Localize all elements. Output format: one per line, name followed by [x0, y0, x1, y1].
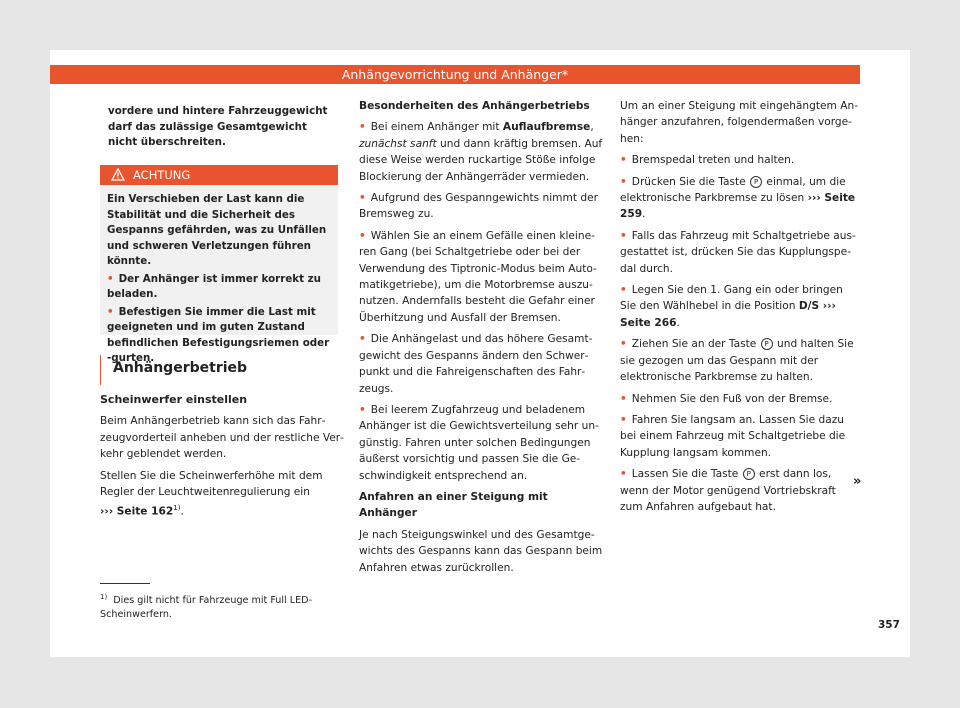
list-item: • Bei leerem Zugfahrzeug und beladenem Anhänger ist die Gewichtsverteilung sehr ungünstig. Fahren unter solchen Bedingungen äußerst vorsichtig und passen Sie die Geschwindigkeit entsprechend an. — [359, 402, 604, 484]
list-item: • Falls das Fahrzeug mit Schaltgetriebe ausgestattet ist, drücken Sie das Kupplungspedal durch. — [620, 228, 860, 277]
list-item: • Aufgrund des Gespanngewichts nimmt der Bremsweg zu. — [359, 190, 604, 223]
list-item: • Bei einem Anhänger mit Auflaufbremse, zunächst sanft und dann kräftig bremsen. Auf diese Weise werden ruckartige Stöße infolge Blockierung der Anhängerräder vermieden. — [359, 119, 604, 185]
page-number: 357 — [878, 619, 900, 631]
paragraph: Um an einer Steigung mit eingehängtem Anhänger anzufahren, folgendermaßen vorgehen: — [620, 100, 859, 145]
warning-body — [107, 192, 331, 369]
list-item: • Die Anhängelast und das höhere Gesamtgewicht des Gespanns ändern den Schwerpunkt und die Fahreigenschaften des Fahrzeugs. — [359, 331, 604, 397]
warning-header — [100, 165, 338, 185]
list-item: • Bremspedal treten und halten. — [620, 152, 860, 168]
list-item: • Nehmen Sie den Fuß von der Bremse. — [620, 391, 860, 407]
list-item: • Wählen Sie an einem Gefälle einen kleineren Gang (bei Schaltgetriebe oder bei der Verwendung des Tiptronic-Modus beim Automatikgetriebe), um die Motorbremse auszunutzen. Andernfalls besteht die Gefahr einer Überhitzung und Ausfall der Bremsen. — [359, 228, 604, 326]
parking-brake-icon: P — [743, 468, 755, 480]
list-item: • Drücken Sie die Taste P einmal, um die elektronische Parkbremse zu lösen ››› Seite 259. — [620, 174, 860, 223]
paragraph: Je nach Steigungswinkel und des Gesamtgewichts des Gespanns kann das Gespann beim Anfahren etwas zurückrollen. — [359, 528, 603, 574]
page-reference-link[interactable]: ››› Seite 162 — [100, 505, 174, 518]
warning-box — [100, 165, 338, 364]
heading: Besonderheiten des Anhängerbetriebs — [359, 100, 590, 112]
footnote: $^{1)}$ Dies gilt nicht für Fahrzeuge mit Full LED-Scheinwerfern. — [100, 593, 313, 621]
subheading: Scheinwerfer einstellen — [100, 393, 248, 406]
column-3-body — [620, 98, 860, 520]
list-item: • Lassen Sie die Taste P erst dann los, wenn der Motor genügend Vortriebskraft zum Anfahren aufgebaut hat. — [620, 466, 860, 515]
column-1-body — [100, 392, 345, 525]
warning-triangle-icon — [111, 168, 125, 181]
intro-text: vordere und hintere Fahrzeuggewicht darf das zulässige Gesamtgewicht nicht überschreiten. — [108, 105, 328, 148]
list-item: • Legen Sie den 1. Gang ein oder bringen Sie den Wählhebel in die Position D/S ››› Seite 266. — [620, 282, 860, 331]
heading: Anfahren an einer Steigung mit Anhänger — [359, 490, 548, 520]
warning-bullet-2: • Befestigen Sie immer die Last mit geeigneten und im guten Zustand befindlichen Befestigungsriemen oder -gurten. — [107, 305, 331, 367]
chapter-header: Anhängevorrichtung und Anhänger* — [50, 65, 860, 84]
list-item: • Ziehen Sie an der Taste P und halten Sie sie gezogen um das Gespann mit der elektronische Parkbremse zu halten. — [620, 336, 860, 385]
paragraph: Beim Anhängerbetrieb kann sich das Fahrzeugvorderteil anheben und der restliche Verkehr geblendet werden. — [100, 415, 344, 461]
paragraph: Stellen Sie die Scheinwerferhöhe mit dem Regler der Leuchtweitenregulierung ein ››› Seite 162$^{1)}$. — [100, 469, 323, 518]
page-reference-link[interactable]: ››› Seite 266 — [620, 300, 836, 329]
list-item: • Fahren Sie langsam an. Lassen Sie dazu bei einem Fahrzeug mit Schaltgetriebe die Kupplung langsam kommen. — [620, 412, 860, 461]
parking-brake-icon: P — [761, 338, 773, 350]
parking-brake-icon: P — [750, 176, 762, 188]
warning-bullet-1: • Der Anhänger ist immer korrekt zu beladen. — [107, 272, 331, 303]
footnote-divider — [100, 583, 150, 584]
warning-title: ACHTUNG — [133, 168, 191, 182]
column-2-body — [359, 98, 604, 581]
section-title: Anhängerbetrieb — [100, 355, 339, 385]
page-reference-link[interactable]: ››› Seite 259 — [620, 192, 856, 221]
warning-text: Ein Verschieben der Last kann die Stabilität und die Sicherheit des Gespanns gefährden, was zu Unfällen und schweren Verletzungen führen könnte. — [107, 193, 327, 267]
continued-arrow-icon: » — [853, 474, 862, 489]
